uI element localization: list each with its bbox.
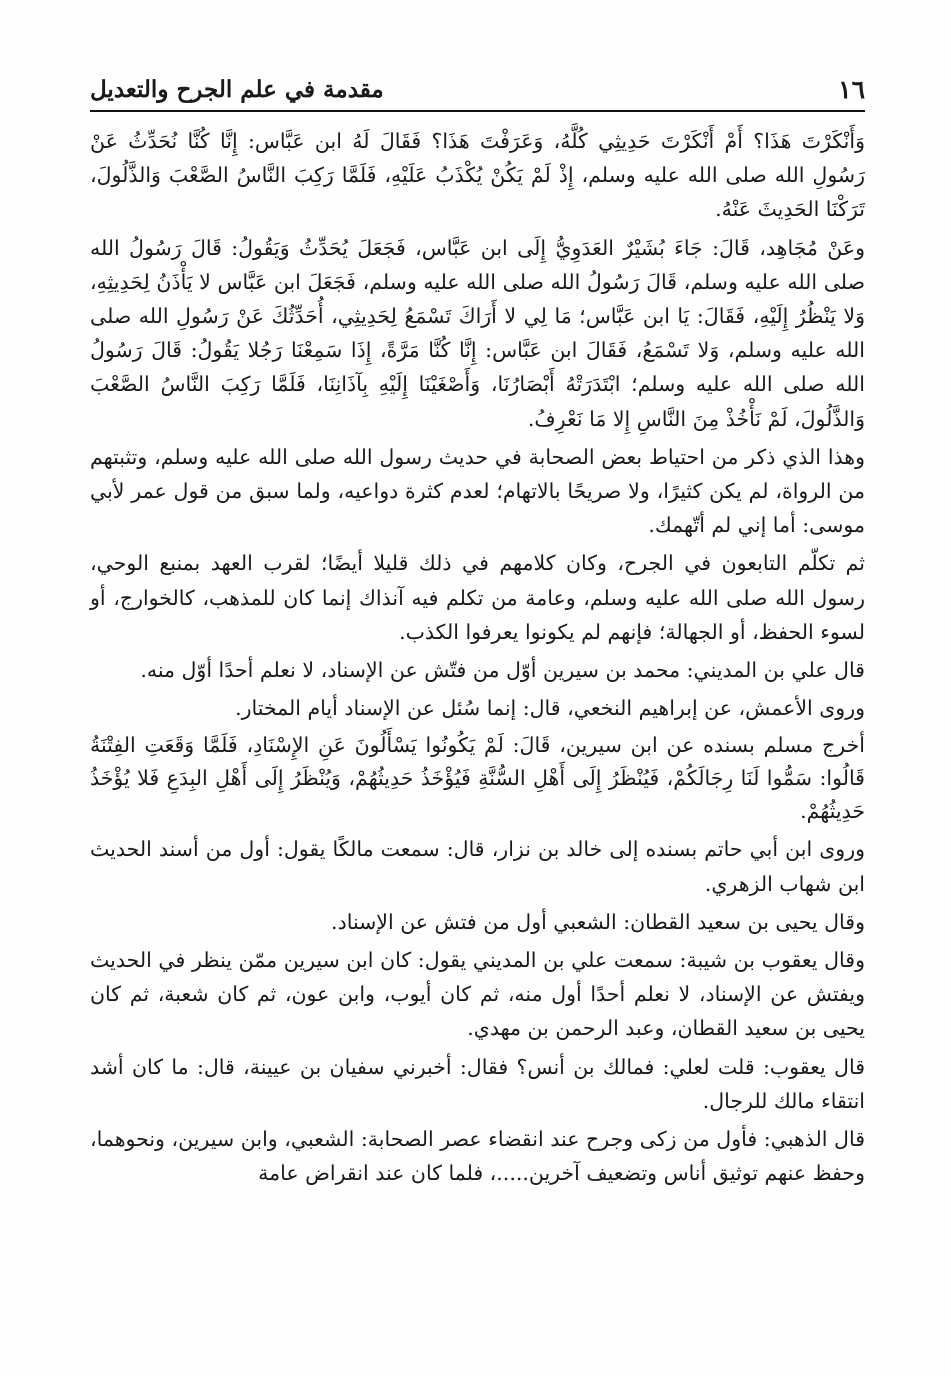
body-text: [90, 124, 865, 1194]
page-header: [90, 70, 865, 112]
paragraph-ibn-abbas-reply: وَأَنْكَرْتَ هَذَا؟ أَمْ أَنْكَرْتَ حَدِيثِي كُلَّهُ، وَعَرَفْتَ هَذَا؟ فَقَالَ لَهُ ابن عَبَّاس: إِنَّا كُنَّا نُحَدِّثُ عَنْ رَسُولِ الله صلى الله عليه وسلم، إِذْ لَمْ يَكُنْ يُكْذَبُ عَلَيْهِ، فَلَمَّا رَكِبَ النَّاسُ الصَّعْبَ وَالذَّلُولَ، تَرَكْنَا الحَدِيثَ عَنْهُ.: [90, 129, 865, 222]
page-number: ١٦: [838, 75, 865, 104]
paragraph-yahya-qattan: وقال يحيى بن سعيد القطان: الشعبي أول من فتش عن الإسناد.: [331, 909, 865, 934]
paragraph-successors-criticism: ثم تكلّم التابعون في الجرح، وكان كلامهم في ذلك قليلا أيضًا؛ لقرب العهد بمنبع الوحي، رسول الله صلى الله عليه وسلم، وعامة من تكلم فيه آنذاك إنما كان للمذهب، كالخوارج، أو لسوء الحفظ، أو الجهالة؛ فإنهم لم يكونوا يعرفوا الكذب.: [90, 551, 865, 644]
paragraph-mujahid-narration: وعَنْ مُجَاهِد، قَالَ: جَاءَ بُشَيْرٌ العَدَوِيُّ إِلَى ابن عَبَّاس، فَجَعَلَ يُحَدِّثُ وَيَقُولُ: قَالَ رَسُولُ الله صلى الله عليه وسلم، قَالَ رَسُولُ الله صلى الله عليه وسلم، فَجَعَلَ ابن عَبَّاس لا يَأْذَنُ لِحَدِيثِهِ، وَلا يَنْظُرُ إِلَيْهِ، فَقَالَ: يَا ابن عَبَّاس؛ مَا لِي لا أَرَاكَ تَسْمَعُ لِحَدِيثِي، أُحَدِّثُكَ عَنْ رَسُولِ الله صلى الله عليه وسلم، وَلا تَسْمَعُ، فَقَالَ ابن عَبَّاس: إِنَّا كُنَّا مَرَّةً، إِذَا سَمِعْنَا رَجُلا يَقُولُ: قَالَ رَسُولُ الله صلى الله عليه وسلم؛ ابْتَدَرَتْهُ أَبْصَارُنَا، وَأَصْغَيْنَا إِلَيْهِ بِآذَانِنَا، فَلَمَّا رَكِبَ النَّاسُ الصَّعْبَ وَالذَّلُولَ، لَمْ نَأْخُذْ مِنَ النَّاسِ إِلا مَا نَعْرِفُ.: [90, 235, 865, 431]
paragraph-ali-ibn-madini: قال علي بن المديني: محمد بن سيرين أوّل من فتّش عن الإسناد، لا نعلم أحدًا أوّل منه.: [140, 658, 865, 683]
paragraph-dhahabi: قال الذهبي: فأول من زكى وجرح عند انقضاء عصر الصحابة: الشعبي، وابن سيرين، ونحوهما، وحفظ عنهم توثيق أناس وتضعيف آخرين.....، فلما كان عند انقراض عامة: [90, 1127, 865, 1186]
paragraph-companions-caution: وهذا الذي ذكر من احتياط بعض الصحابة في حديث رسول الله صلى الله عليه وسلم، وتثبتهم من الرواة، لم يكن كثيرًا، ولا صريحًا بالاتهام؛ لعدم كثرة دواعيه، ولما سبق من قول عمر لأبي موسى: أما إني لم أتّهمك.: [90, 444, 865, 538]
paragraph-amash-narration: وروى الأعمش، عن إبراهيم النخعي، قال: إنما سُئل عن الإسناد أيام المختار.: [235, 696, 865, 721]
paragraph-muslim-narration: أخرج مسلم بسنده عن ابن سيرين، قَالَ: لَمْ يَكُونُوا يَسْأَلُونَ عَنِ الإِسْنَادِ، فَلَمَّا وَقَعَتِ الفِتْنَةُ قَالُوا: سَمُّوا لَنَا رِجَالَكُمْ، فَيُنْظَرُ إِلَى أَهْلِ السُّنَّةِ فَيُؤْخَذُ حَدِيثُهُمْ، وَيُنْظَرُ إِلَى أَهْلِ البِدَعِ فَلا يُؤْخَذُ حَدِيثُهُمْ.: [90, 733, 865, 824]
paragraph-yaqub-question: قال يعقوب: قلت لعلي: فمالك بن أنس؟ فقال: أخبرني سفيان بن عيينة، قال: ما كان أشد انتقاء مالك للرجال.: [90, 1054, 866, 1113]
running-title: مقدمة في علم الجرح والتعديل: [90, 76, 384, 103]
paragraph-yaqub-ibn-shaybah: وقال يعقوب بن شيبة: سمعت علي بن المديني يقول: كان ابن سيرين ممّن ينظر في الحديث ويفتش عن الإسناد، لا نعلم أحدًا أول منه، ثم كان أيوب، وابن عون، ثم كان شعبة، ثم كان يحيى بن سعيد القطان، وعبد الرحمن بن مهدي.: [90, 948, 865, 1041]
paragraph-ibn-abi-hatim: وروى ابن أبي حاتم بسنده إلى خالد بن نزار، قال: سمعت مالكًا يقول: أول من أسند الحديث ابن شهاب الزهري.: [90, 837, 865, 896]
